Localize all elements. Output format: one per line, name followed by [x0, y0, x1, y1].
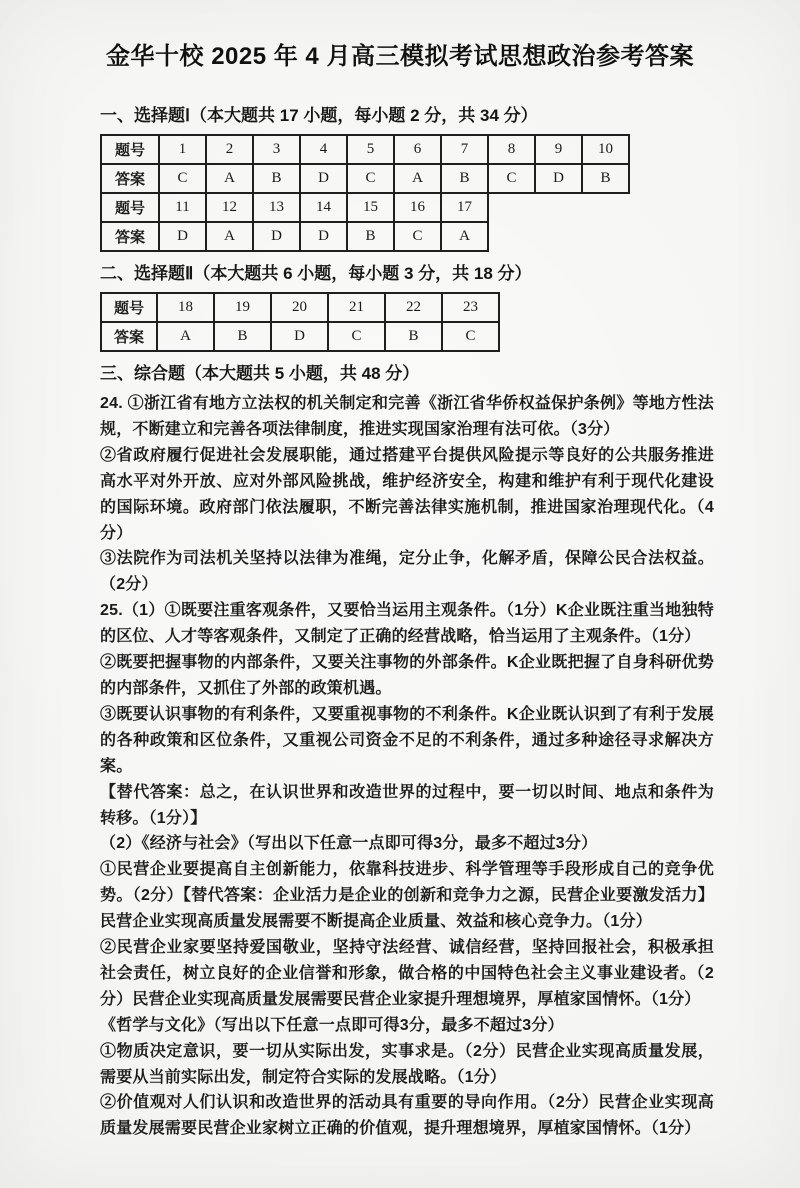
answer-cell: D [300, 164, 347, 193]
answer-cell: A [441, 222, 488, 251]
choice2-answer-table [100, 292, 500, 352]
answer-paragraph: ①物质决定意识，要一切从实际出发，实事求是。（2分）民营企业实现高质量发展，需要从当前实际出发，制定符合实际的发展战略。（1分） [100, 1042, 714, 1086]
answer-paragraph: 25.（1）①既要注重客观条件，又要恰当运用主观条件。（1分）K企业既注重当地独特的区位、人才等客观条件，又制定了正确的经营战略，恰当运用了主观条件。（1分） [100, 602, 714, 646]
answer-cell: B [582, 164, 629, 193]
row-label: 题号 [101, 193, 159, 222]
answer-paragraph: ①民营企业要提高自主创新能力，依靠科技进步、科学管理等手段形成自己的竞争优势。（2分）【替代答案：企业活力是企业的创新和竞争力之源，民营企业要激发活力】民营企业实现高质量发展需要不断提高企业质量、效益和核心竞争力。（1分） [100, 861, 714, 931]
question-number-cell: 8 [488, 135, 535, 164]
question-number-cell: 5 [347, 135, 394, 164]
answer-cell: D [253, 222, 300, 251]
question-number-cell: 17 [441, 193, 488, 222]
question-number-cell: 16 [394, 193, 441, 222]
question-number-cell: 3 [253, 135, 300, 164]
answer-paragraph: （2）《经济与社会》（写出以下任意一点即可得3分，最多不超过3分） [100, 835, 598, 853]
question-number-cell: 1 [159, 135, 206, 164]
answer-cell: D [159, 222, 206, 251]
answer-cell: C [442, 322, 499, 351]
answer-paragraph: ③既要认识事物的有利条件，又要重视事物的不利条件。K企业既认识到了有利于发展的各种政策和区位条件，又重视公司资金不足的不利条件，通过多种途径寻求解决方案。 [100, 705, 714, 775]
table-row [101, 322, 499, 351]
answer-cell: C [488, 164, 535, 193]
empty-cell [488, 193, 535, 222]
table-row [101, 293, 499, 322]
question-number-cell: 23 [442, 293, 499, 322]
table-row [101, 193, 629, 222]
answer-paragraph: ②省政府履行促进社会发展职能，通过搭建平台提供风险提示等良好的公共服务推进高水平对外开放、应对外部风险挑战，维护经济安全，构建和维护有利于现代化建设的国际环境。政府部门依法履职，不断完善法律实施机制，推进国家治理现代化。（4分） [100, 446, 714, 542]
document-content [100, 105, 714, 1142]
question-number-cell: 9 [535, 135, 582, 164]
answer-paragraph: ③法院作为司法机关坚持以法律为准绳，定分止争，化解矛盾，保障公民合法权益。（2分） [100, 550, 714, 594]
question-number-cell: 2 [206, 135, 253, 164]
empty-cell [535, 222, 582, 251]
question-number-cell: 7 [441, 135, 488, 164]
question-number-cell: 12 [206, 193, 253, 222]
empty-cell [488, 222, 535, 251]
table-row [101, 222, 629, 251]
answer-cell: B [441, 164, 488, 193]
section1-heading: 一、选择题Ⅰ（本大题共 17 小题，每小题 2 分，共 34 分） [100, 106, 538, 125]
question-number-cell: 13 [253, 193, 300, 222]
answer-cell: A [157, 322, 214, 351]
question-number-cell: 11 [159, 193, 206, 222]
row-label: 答案 [101, 322, 157, 351]
table-row [101, 164, 629, 193]
answer-cell: B [253, 164, 300, 193]
answer-cell: B [214, 322, 271, 351]
answer-cell: C [159, 164, 206, 193]
empty-cell [535, 193, 582, 222]
choice1-answer-table [100, 134, 630, 252]
answer-cell: D [300, 222, 347, 251]
question-number-cell: 20 [271, 293, 328, 322]
answer-paragraph: ②民营企业家要坚持爱国敬业，坚持守法经营、诚信经营，坚持回报社会，积极承担社会责任，树立良好的企业信誉和形象，做合格的中国特色社会主义事业建设者。（2分）民营企业实现高质量发展需要民营企业家提升理想境界，厚植家国情怀。（1分） [100, 939, 714, 1008]
answer-paragraph: ②价值观对人们认识和改造世界的活动具有重要的导向作用。（2分）民营企业实现高质量发展需要民营企业家树立正确的价值观，提升理想境界，厚植家国情怀。（1分） [100, 1094, 714, 1138]
section2-heading: 二、选择题Ⅱ（本大题共 6 小题，每小题 3 分，共 18 分） [100, 264, 532, 283]
comprehensive-answers [100, 391, 714, 1142]
question-number-cell: 22 [385, 293, 442, 322]
question-number-cell: 18 [157, 293, 214, 322]
answer-cell: C [394, 222, 441, 251]
question-number-cell: 4 [300, 135, 347, 164]
table-row [101, 135, 629, 164]
row-label: 答案 [101, 222, 159, 251]
answer-paragraph: ②既要把握事物的内部条件，又要关注事物的外部条件。K企业既把握了自身科研优势的内部条件，又抓住了外部的政策机遇。 [100, 654, 714, 697]
answer-cell: D [271, 322, 328, 351]
answer-cell: A [394, 164, 441, 193]
row-label: 答案 [101, 164, 159, 193]
question-number-cell: 14 [300, 193, 347, 222]
answer-cell: B [347, 222, 394, 251]
answer-paragraph: 24. ①浙江省有地方立法权的机关制定和完善《浙江省华侨权益保护条例》等地方性法规，不断建立和完善各项法律制度，推进实现国家治理有法可依。（3分） [100, 395, 714, 438]
answer-paragraph: 《哲学与文化》（写出以下任意一点即可得3分，最多不超过3分） [100, 1016, 564, 1034]
answer-cell: A [206, 222, 253, 251]
document-title: 金华十校 2025 年 4 月高三模拟考试思想政治参考答案 [106, 43, 694, 70]
question-number-cell: 10 [582, 135, 629, 164]
section3-heading: 三、综合题（本大题共 5 小题，共 48 分） [100, 364, 420, 383]
row-label: 题号 [101, 135, 159, 164]
answer-cell: A [206, 164, 253, 193]
question-number-cell: 19 [214, 293, 271, 322]
row-label: 题号 [101, 293, 157, 322]
empty-cell [582, 222, 629, 251]
answer-paragraph: 【替代答案：总之，在认识世界和改造世界的过程中，要一切以时间、地点和条件为转移。（1分）】 [100, 783, 714, 827]
answer-cell: B [385, 322, 442, 351]
question-number-cell: 21 [328, 293, 385, 322]
empty-cell [582, 193, 629, 222]
question-number-cell: 15 [347, 193, 394, 222]
answer-cell: D [535, 164, 582, 193]
answer-cell: C [347, 164, 394, 193]
answer-cell: C [328, 322, 385, 351]
question-number-cell: 6 [394, 135, 441, 164]
